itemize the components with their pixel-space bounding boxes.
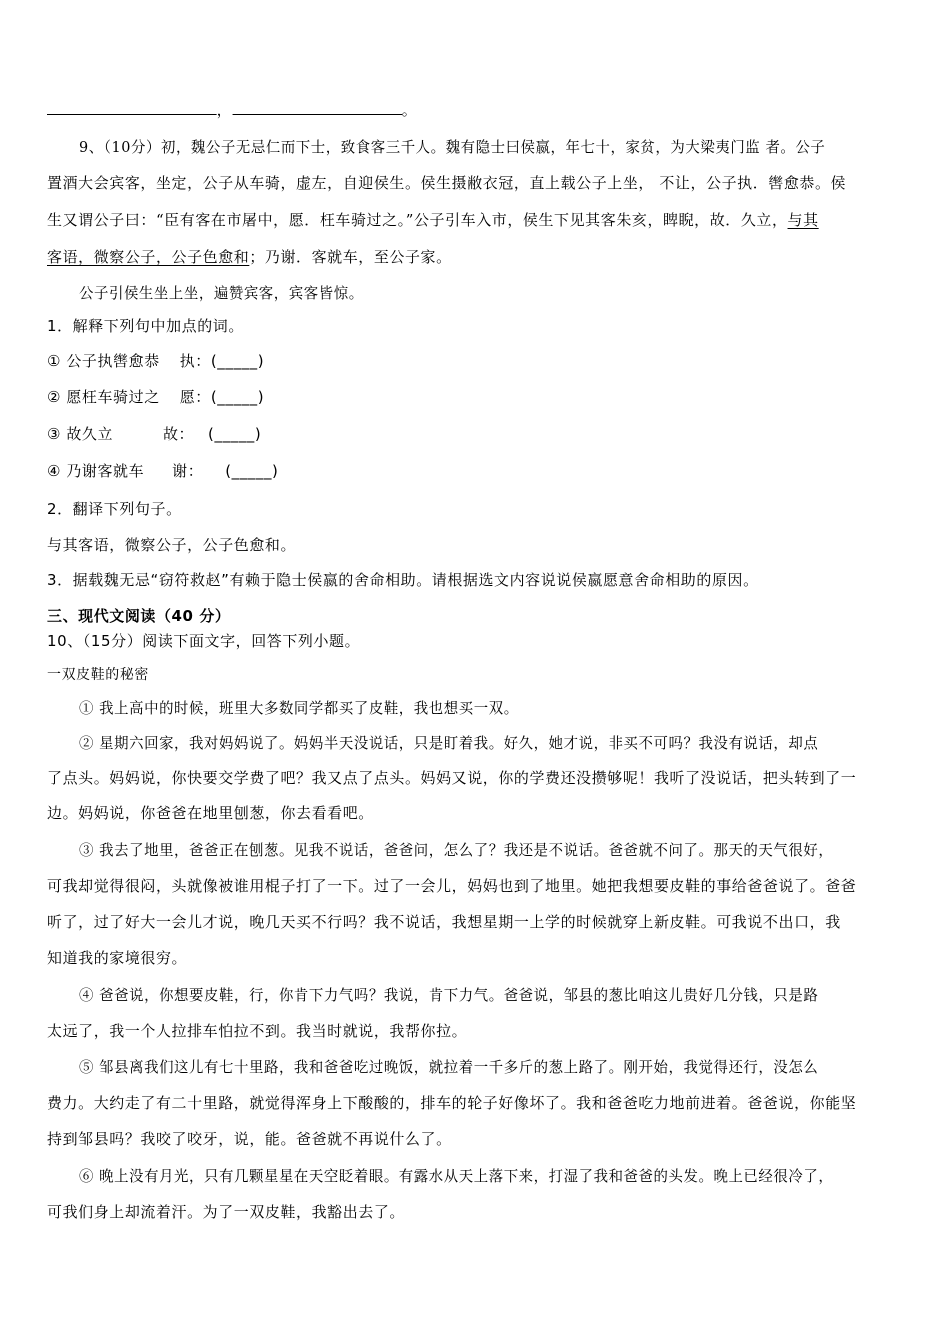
q9-paragraph-line [47,210,905,230]
q9-sub1-item [47,387,905,407]
q10-paragraph-line: ③ 我去了地里，爸爸正在刨葱。见我不说话，爸爸问，怎么了？我还是不说话。爸爸就不问了。那天的天气很好， [79,841,834,859]
q10-paragraph-line: 持到邹县吗？我咬了咬牙，说，能。爸爸就不再说什么了。 [47,1130,452,1148]
q9-sub1-item [47,351,905,371]
item-blank[interactable]: 愿：(_____) [179,388,265,406]
q9-paragraph-line: 置酒大会宾客，坐定，公子从车骑，虚左，自迎侯生。侯生摄敝衣冠，直上载公子上坐， 不让，公子执．辔愈恭。侯 [47,174,847,192]
item-text: ④ 乃谢客就车 [47,462,145,480]
q10-paragraph-line: ④ 爸爸说，你想要皮鞋，行，你肯下力气吗？我说，肯下力气。爸爸说，邹县的葱比咱这儿贵好几分钱，只是路 [79,986,819,1004]
q10-paragraph-line: ② 星期六回家，我对妈妈说了。妈妈半天没说话，只是盯着我。好久，她才说，非买不可吗？我没有说话，却点 [79,734,819,752]
q9-paragraph-line: 9、（10分）初，魏公子无忌仁而下士，致食客三千人。魏有隐士曰侯嬴，年七十，家贫，为大梁夷门监 者。公子 [79,138,826,156]
q10-paragraph-line: 太远了，我一个人拉排车怕拉不到。我当时就说，我帮你拉。 [47,1022,468,1040]
q9-sub1-prompt: 1．解释下列句中加点的词。 [47,317,244,335]
q10-intro: 10、（15分）阅读下面文字，回答下列小题。 [47,632,361,650]
underlined-text: 客语，微察公子，公子色愈和 [47,248,250,266]
q10-paragraph-line: 边。妈妈说，你爸爸在地里刨葱，你去看看吧。 [47,804,374,822]
text-span: ；乃谢．客就车，至公子家。 [249,248,452,266]
underlined-text: 与其 [787,211,819,229]
q10-article-title: 一双皮鞋的秘密 [47,667,149,683]
section-3-title: 三、现代文阅读（40 分） [47,607,231,625]
item-label: 故： [162,425,195,443]
answer-blank[interactable] [232,102,402,115]
q9-sub3-prompt: 3．据载魏无忌“窃符救赵”有赖于隐士侯嬴的舍命相助。请根据选文内容说说侯嬴愿意舍命相助的原因。 [47,571,759,589]
comma: ， [216,101,233,119]
q9-sub1-item [47,461,905,481]
q10-paragraph-line: ⑤ 邹县离我们这儿有七十里路，我和爸爸吃过晚饭，就拉着一千多斤的葱上路了。刚开始，我觉得还行，没怎么 [79,1058,819,1076]
answer-blank-line [47,100,905,120]
q10-paragraph-line: 可我们身上却流着汗。为了一双皮鞋，我豁出去了。 [47,1203,405,1221]
item-text: ① 公子执辔愈恭 [47,352,160,370]
item-text: ② 愿枉车骑过之 [47,388,160,406]
q9-paragraph-line [47,247,905,267]
item-label: 谢： [172,462,204,480]
q10-paragraph-line: 费力。大约走了有二十里路，就觉得浑身上下酸酸的，排车的轮子好像坏了。我和爸爸吃力地前进着。爸爸说，你能坚 [47,1094,857,1112]
answer-blank[interactable] [47,102,217,115]
q10-paragraph-line: ① 我上高中的时候，班里大多数同学都买了皮鞋，我也想买一双。 [79,699,519,717]
q10-paragraph-line: ⑥ 晚上没有月光，只有几颗星星在天空眨着眼。有露水从天上落下来，打湿了我和爸爸的头发。晚上已经很冷了， [79,1167,834,1185]
q10-paragraph-line: 了点头。妈妈说，你快要交学费了吧？我又点了点头。妈妈又说，你的学费还没攒够呢！我听了没说话，把头转到了一 [47,769,857,787]
item-blank[interactable]: 执：(_____) [179,352,265,370]
q9-sub2-prompt: 2．翻译下列句子。 [47,500,182,518]
q9-sub1-item [47,424,905,444]
item-blank[interactable]: (_____) [208,425,262,443]
item-blank[interactable]: (_____) [225,462,279,480]
text-span: 生又谓公子曰：“臣有客在市屠中，愿．枉车骑过之。”公子引车入市，侯生下见其客朱亥，睥睨，故．久立， [47,211,788,229]
q10-paragraph-line: 听了，过了好大一会儿才说，晚几天买不行吗？我不说话，我想星期一上学的时候就穿上新皮鞋。可我说不出口，我 [47,913,841,931]
period: 。 [401,101,418,119]
q9-sub2-sentence: 与其客语，微察公子，公子色愈和。 [47,536,297,554]
q9-paragraph-line: 公子引侯生坐上坐，遍赞宾客，宾客皆惊。 [79,284,364,302]
item-text: ③ 故久立 [47,425,114,443]
q10-paragraph-line: 可我却觉得很闷，头就像被谁用棍子打了一下。过了一会儿，妈妈也到了地里。她把我想要皮鞋的事给爸爸说了。爸爸 [47,877,857,895]
q10-paragraph-line: 知道我的家境很穷。 [47,949,188,967]
